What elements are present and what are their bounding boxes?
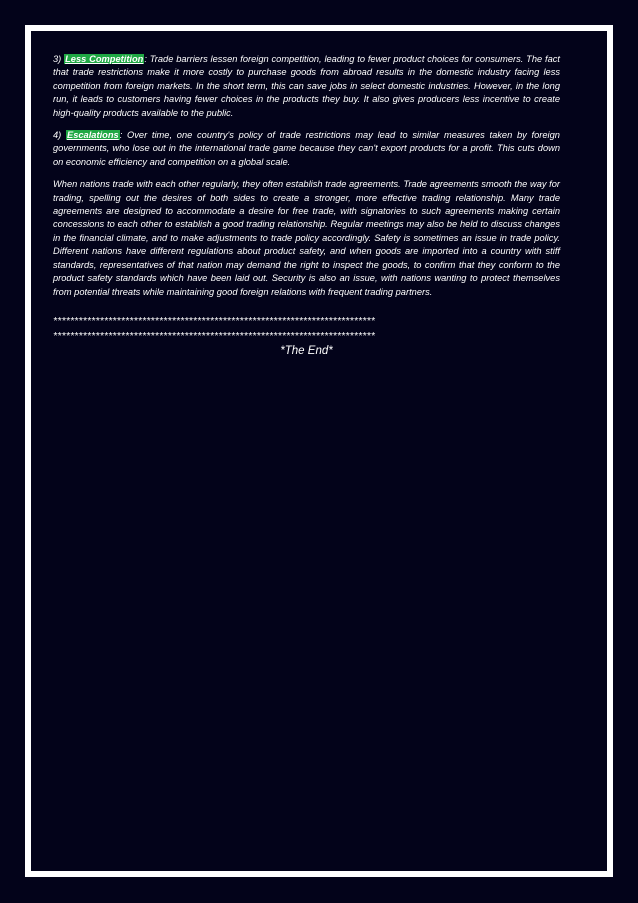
separator-line: **************************************************************************** [53, 314, 375, 327]
section-text: Trade barriers lessen foreign competition, leading to fewer product choices for consumers. The fact that trade restrictions make it more costly to purchase goods from abroad results in the domestic industry facing less competition from foreign markets. In the short term, this can save jobs in select domestic industries. However, in the long run, it leads to customers having fewer choices in the products they buy. It also gives producers less incentive to create high-quality products available to the public. [53, 54, 560, 118]
section-less-competition [53, 53, 560, 120]
end-label: *The End* [280, 344, 333, 357]
section-number: 4) [53, 130, 62, 141]
section-colon: : [144, 54, 147, 64]
section-colon: : [119, 130, 123, 141]
section-number: 3) [53, 54, 62, 64]
section-text: Over time, one country's policy of trade restrictions may lead to similar measures taken by foreign governments, who lose out in the international trade game because they can't export products for a profit. This cuts down on economic efficiency and competition on a global scale. [53, 130, 560, 167]
section-escalations [53, 129, 560, 169]
section-heading: Less Competition [65, 54, 144, 64]
trade-agreements-paragraph: When nations trade with each other regularly, they often establish trade agreements. Trade agreements smooth the way for trading, spelling out the desires of both sides to create a stronger, more effective trading relationship. Many trade agreements are designed to accommodate a desire for free trade, with signatories to such agreements making certain concessions to each other to establish a good trading relationship. Regular meetings may also be held to discuss changes in the financial climate, and to make adjustments to trade policy accordingly. Safety is sometimes an issue in trade policy. Different nations have different regulations about product safety, and when goods are imported into a country with stiff standards, representatives of that nation may demand the right to inspect the goods, to confirm that they conform to the product safety standards which have been laid out. Security is also an issue, with nations wanting to protect themselves from potential threats while maintaining good foreign relations with frequent trading partners. [53, 179, 560, 297]
document-body [53, 53, 560, 359]
section-heading: Escalations [67, 130, 119, 141]
separator-line: **************************************************************************** [53, 329, 375, 342]
